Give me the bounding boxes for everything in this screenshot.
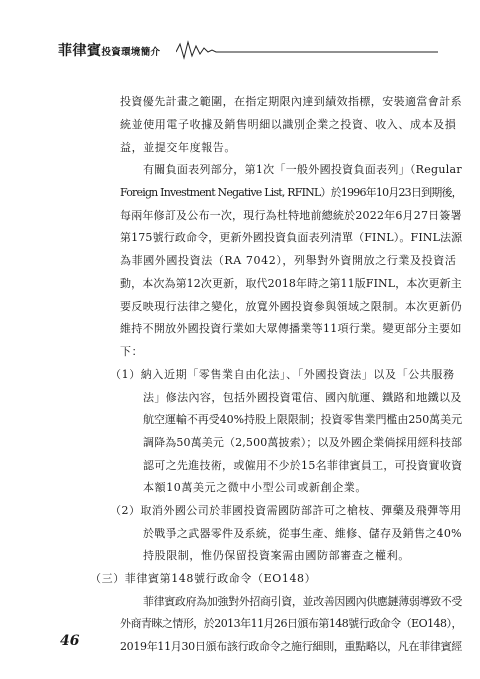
paragraph-line: 2019年11月30日頒布該行政命令之施行細則，重點略以，凡在菲律賓經	[120, 640, 462, 653]
page-number: 46	[60, 633, 80, 649]
section-heading: （三）菲律賓第148號行政命令（EO148）	[90, 572, 317, 585]
paragraph-line: 外商青睞之情形，於2013年11月26日頒布第148號行政命令（EO148），	[120, 617, 462, 630]
publication-title-main: 菲律賓	[58, 43, 102, 59]
paragraph-line: Foreign Investment Negative List, RFINL）於1996年10月23日到期後，	[120, 186, 462, 199]
running-header	[58, 38, 438, 62]
list-item-line: 航空運輸不再受40%持股上限限制；投資零售業門檻由250萬美元	[143, 413, 463, 426]
paragraph-line: 益，並提交年度報告。	[120, 141, 236, 154]
list-item-line: 認可之先進技術，或僱用不少於15名菲律賓員工，可投資實收資	[143, 459, 463, 472]
paragraph-line: 有關負面表列部分，第1次「一般外國投資負面表列」（Regular	[143, 163, 462, 176]
paragraph-line: 第175號行政命令，更新外國投資負面表列清單（FINL）。FINL法源	[120, 231, 463, 244]
list-item-line: （1）納入近期「零售業自由化法」、「外國投資法」以及「公共服務	[110, 368, 455, 381]
list-item-line: （2）取消外國公司於菲國投資需國防部許可之槍枝、彈藥及飛彈等用	[110, 504, 462, 517]
publication-title	[58, 40, 160, 60]
paragraph-line: 為菲國外國投資法（RA 7042），列舉對外資開放之行業及投資活	[120, 254, 457, 267]
list-item-line: 於戰爭之武器零件及系統，從事生產、維修、儲存及銷售之40%	[143, 527, 462, 540]
list-item-line: 本額10萬美元之微中小型公司或新創企業。	[143, 481, 367, 494]
paragraph-line: 統並使用電子收據及銷售明細以識別企業之投資、收入、成本及損	[120, 118, 457, 131]
paragraph-line: 動，本次為第12次更新，取代2018年時之第11版FINL，本次更新主	[120, 277, 462, 290]
list-item-line: 調降為50萬美元（2,500萬披索）；以及外國企業倘採用經科技部	[143, 436, 463, 449]
paragraph-line: 投資優先計畫之範圍，在指定期限內達到績效指標，安裝適當會計系	[120, 95, 462, 108]
publication-title-sub: 投資環境簡介	[101, 47, 161, 58]
list-item-line: 持股限制，惟仍保留投資案需由國防部審查之權利。	[143, 549, 410, 562]
paragraph-line: 維持不開放外國投資行業如大眾傳播業等11項行業。變更部分主要如	[120, 322, 462, 335]
paragraph-line: 每兩年修訂及公布一次，現行為杜特地前總統於2022年6月27日簽署	[120, 209, 462, 222]
heartbeat-line-decoration	[176, 38, 438, 62]
paragraph-line: 菲律賓政府為加強對外招商引資，並改善因國內供應鏈薄弱導致不受	[143, 595, 462, 608]
list-item-line: 法」修法內容，包括外國投資電信、國內航運、鐵路和地鐵以及	[143, 391, 462, 404]
paragraph-line: 要反映現行法律之變化，放寬外國投資參與領域之限制。本次更新仍	[120, 300, 462, 313]
paragraph-line: 下：	[120, 345, 144, 358]
